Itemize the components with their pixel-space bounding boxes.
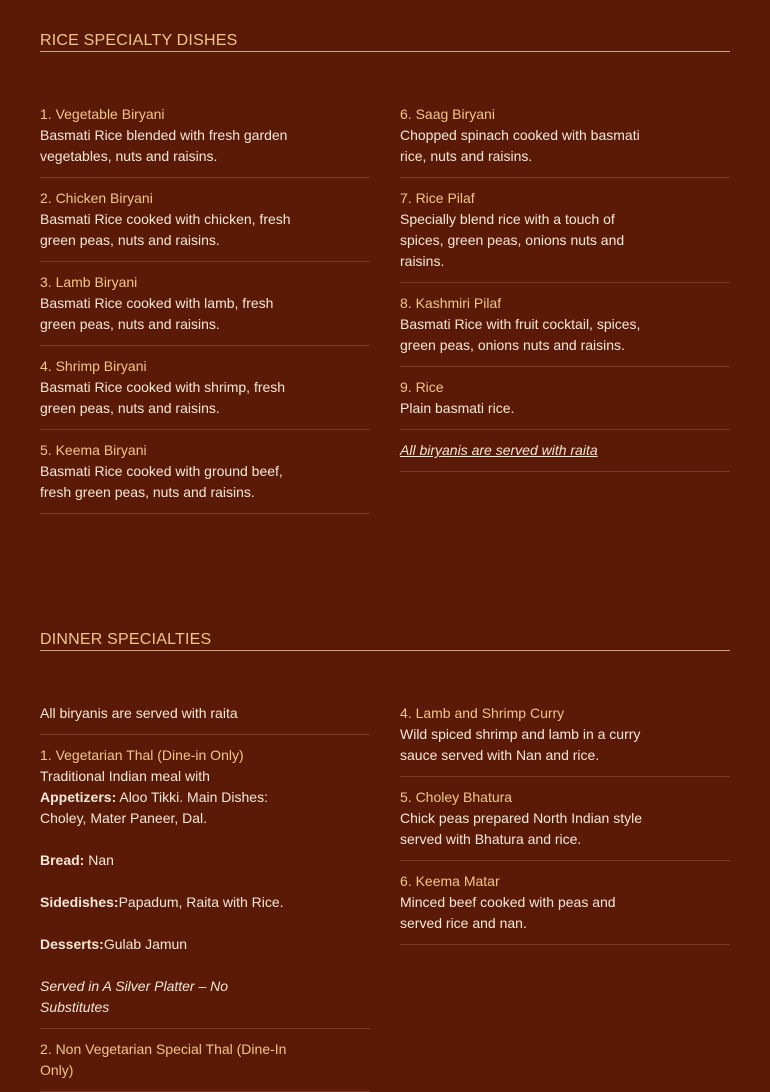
- thal-intro-line: Traditional Indian meal with: [40, 768, 210, 784]
- menu-item: [400, 104, 730, 178]
- dinner-intro: All biryanis are served with raita: [40, 705, 238, 721]
- rice-right-column: [400, 104, 730, 472]
- menu-item: [400, 178, 730, 283]
- sidedishes-text: Papadum, Raita with Rice.: [118, 894, 284, 910]
- menu-item-description: Basmati Rice blended with fresh garden vegetables, nuts and raisins.: [40, 127, 288, 164]
- sidedishes-label: Sidedishes:: [40, 894, 119, 910]
- menu-item-title: 2. Non Vegetarian Special Thal (Dine-In Only): [40, 1041, 287, 1078]
- menu-item-title: 1. Vegetable Biryani: [40, 106, 165, 122]
- menu-item-title: 2. Chicken Biryani: [40, 190, 153, 206]
- menu-item-title: 5. Keema Biryani: [40, 442, 147, 458]
- menu-item-description: Wild spiced shrimp and lamb in a curry sauce served with Nan and rice.: [400, 726, 641, 763]
- menu-item: [400, 703, 730, 777]
- thal-sidedishes: [40, 892, 295, 913]
- bread-label: Bread:: [40, 852, 85, 868]
- desserts-text: Gulab Jamun: [103, 936, 188, 952]
- bread-text: Nan: [84, 852, 114, 868]
- menu-item-description: Basmati Rice cooked with chicken, fresh green peas, nuts and raisins.: [40, 211, 291, 248]
- menu-item-title: 4. Shrimp Biryani: [40, 358, 147, 374]
- appetizers-text: Aloo Tikki. Main Dishes: Choley, Mater Paneer, Dal.: [40, 789, 268, 826]
- raita-note-item: [400, 430, 730, 472]
- menu-item: [40, 178, 370, 262]
- dinner-intro-item: [40, 703, 370, 735]
- menu-item-description: Basmati Rice cooked with lamb, fresh green peas, nuts and raisins.: [40, 295, 274, 332]
- thal-bread: [40, 850, 295, 871]
- menu-item-title: 3. Lamb Biryani: [40, 274, 138, 290]
- dinner-right-column: [400, 703, 730, 945]
- menu-item: [40, 262, 370, 346]
- menu-item: [40, 430, 370, 514]
- menu-item-description: Chopped spinach cooked with basmati rice, nuts and raisins.: [400, 127, 640, 164]
- menu-item: [40, 346, 370, 430]
- menu-item: [400, 367, 730, 430]
- appetizers-label: Appetizers:: [40, 789, 117, 805]
- menu-item-description: Basmati Rice with fruit cocktail, spices, green peas, onions nuts and raisins.: [400, 316, 641, 353]
- menu-item: [40, 735, 370, 1029]
- menu-item-title: 9. Rice: [400, 379, 444, 395]
- menu-item-title: 6. Saag Biryani: [400, 106, 495, 122]
- menu-item-description: Basmati Rice cooked with shrimp, fresh green peas, nuts and raisins.: [40, 379, 286, 416]
- menu-item-description: Minced beef cooked with peas and served rice and nan.: [400, 894, 616, 931]
- menu-item-description: Specially blend rice with a touch of spices, green peas, onions nuts and raisins.: [400, 211, 625, 269]
- rice-section-title: RICE SPECIALTY DISHES: [40, 31, 730, 52]
- menu-item: [400, 861, 730, 945]
- dinner-left-column: [40, 703, 370, 1092]
- menu-item-description: Plain basmati rice.: [400, 400, 515, 416]
- menu-item-description: Basmati Rice cooked with ground beef, fresh green peas, nuts and raisins.: [40, 463, 283, 500]
- menu-item: [40, 104, 370, 178]
- menu-item: [40, 1029, 370, 1092]
- menu-item-title: 7. Rice Pilaf: [400, 190, 475, 206]
- rice-section: [40, 31, 730, 500]
- rice-left-column: [40, 104, 370, 514]
- menu-item-title: 4. Lamb and Shrimp Curry: [400, 705, 565, 721]
- dinner-section-title: DINNER SPECIALTIES: [40, 630, 730, 651]
- menu-item: [400, 777, 730, 861]
- thal-appetizers: [40, 787, 295, 829]
- menu-item: [400, 283, 730, 367]
- thal-desserts: [40, 934, 295, 955]
- desserts-label: Desserts:: [40, 936, 104, 952]
- menu-item-title: 5. Choley Bhatura: [400, 789, 513, 805]
- menu-item-title: 8. Kashmiri Pilaf: [400, 295, 502, 311]
- menu-item-description: [40, 766, 295, 1018]
- menu-item-description: Chick peas prepared North Indian style served with Bhatura and rice.: [400, 810, 643, 847]
- menu-item-title: 6. Keema Matar: [400, 873, 500, 889]
- dinner-section: [40, 630, 730, 1078]
- raita-note: All biryanis are served with raita: [400, 442, 598, 458]
- thal-served-note: Served in A Silver Platter – No Substitutes: [40, 978, 229, 1015]
- menu-item-title: 1. Vegetarian Thal (Dine-in Only): [40, 747, 244, 763]
